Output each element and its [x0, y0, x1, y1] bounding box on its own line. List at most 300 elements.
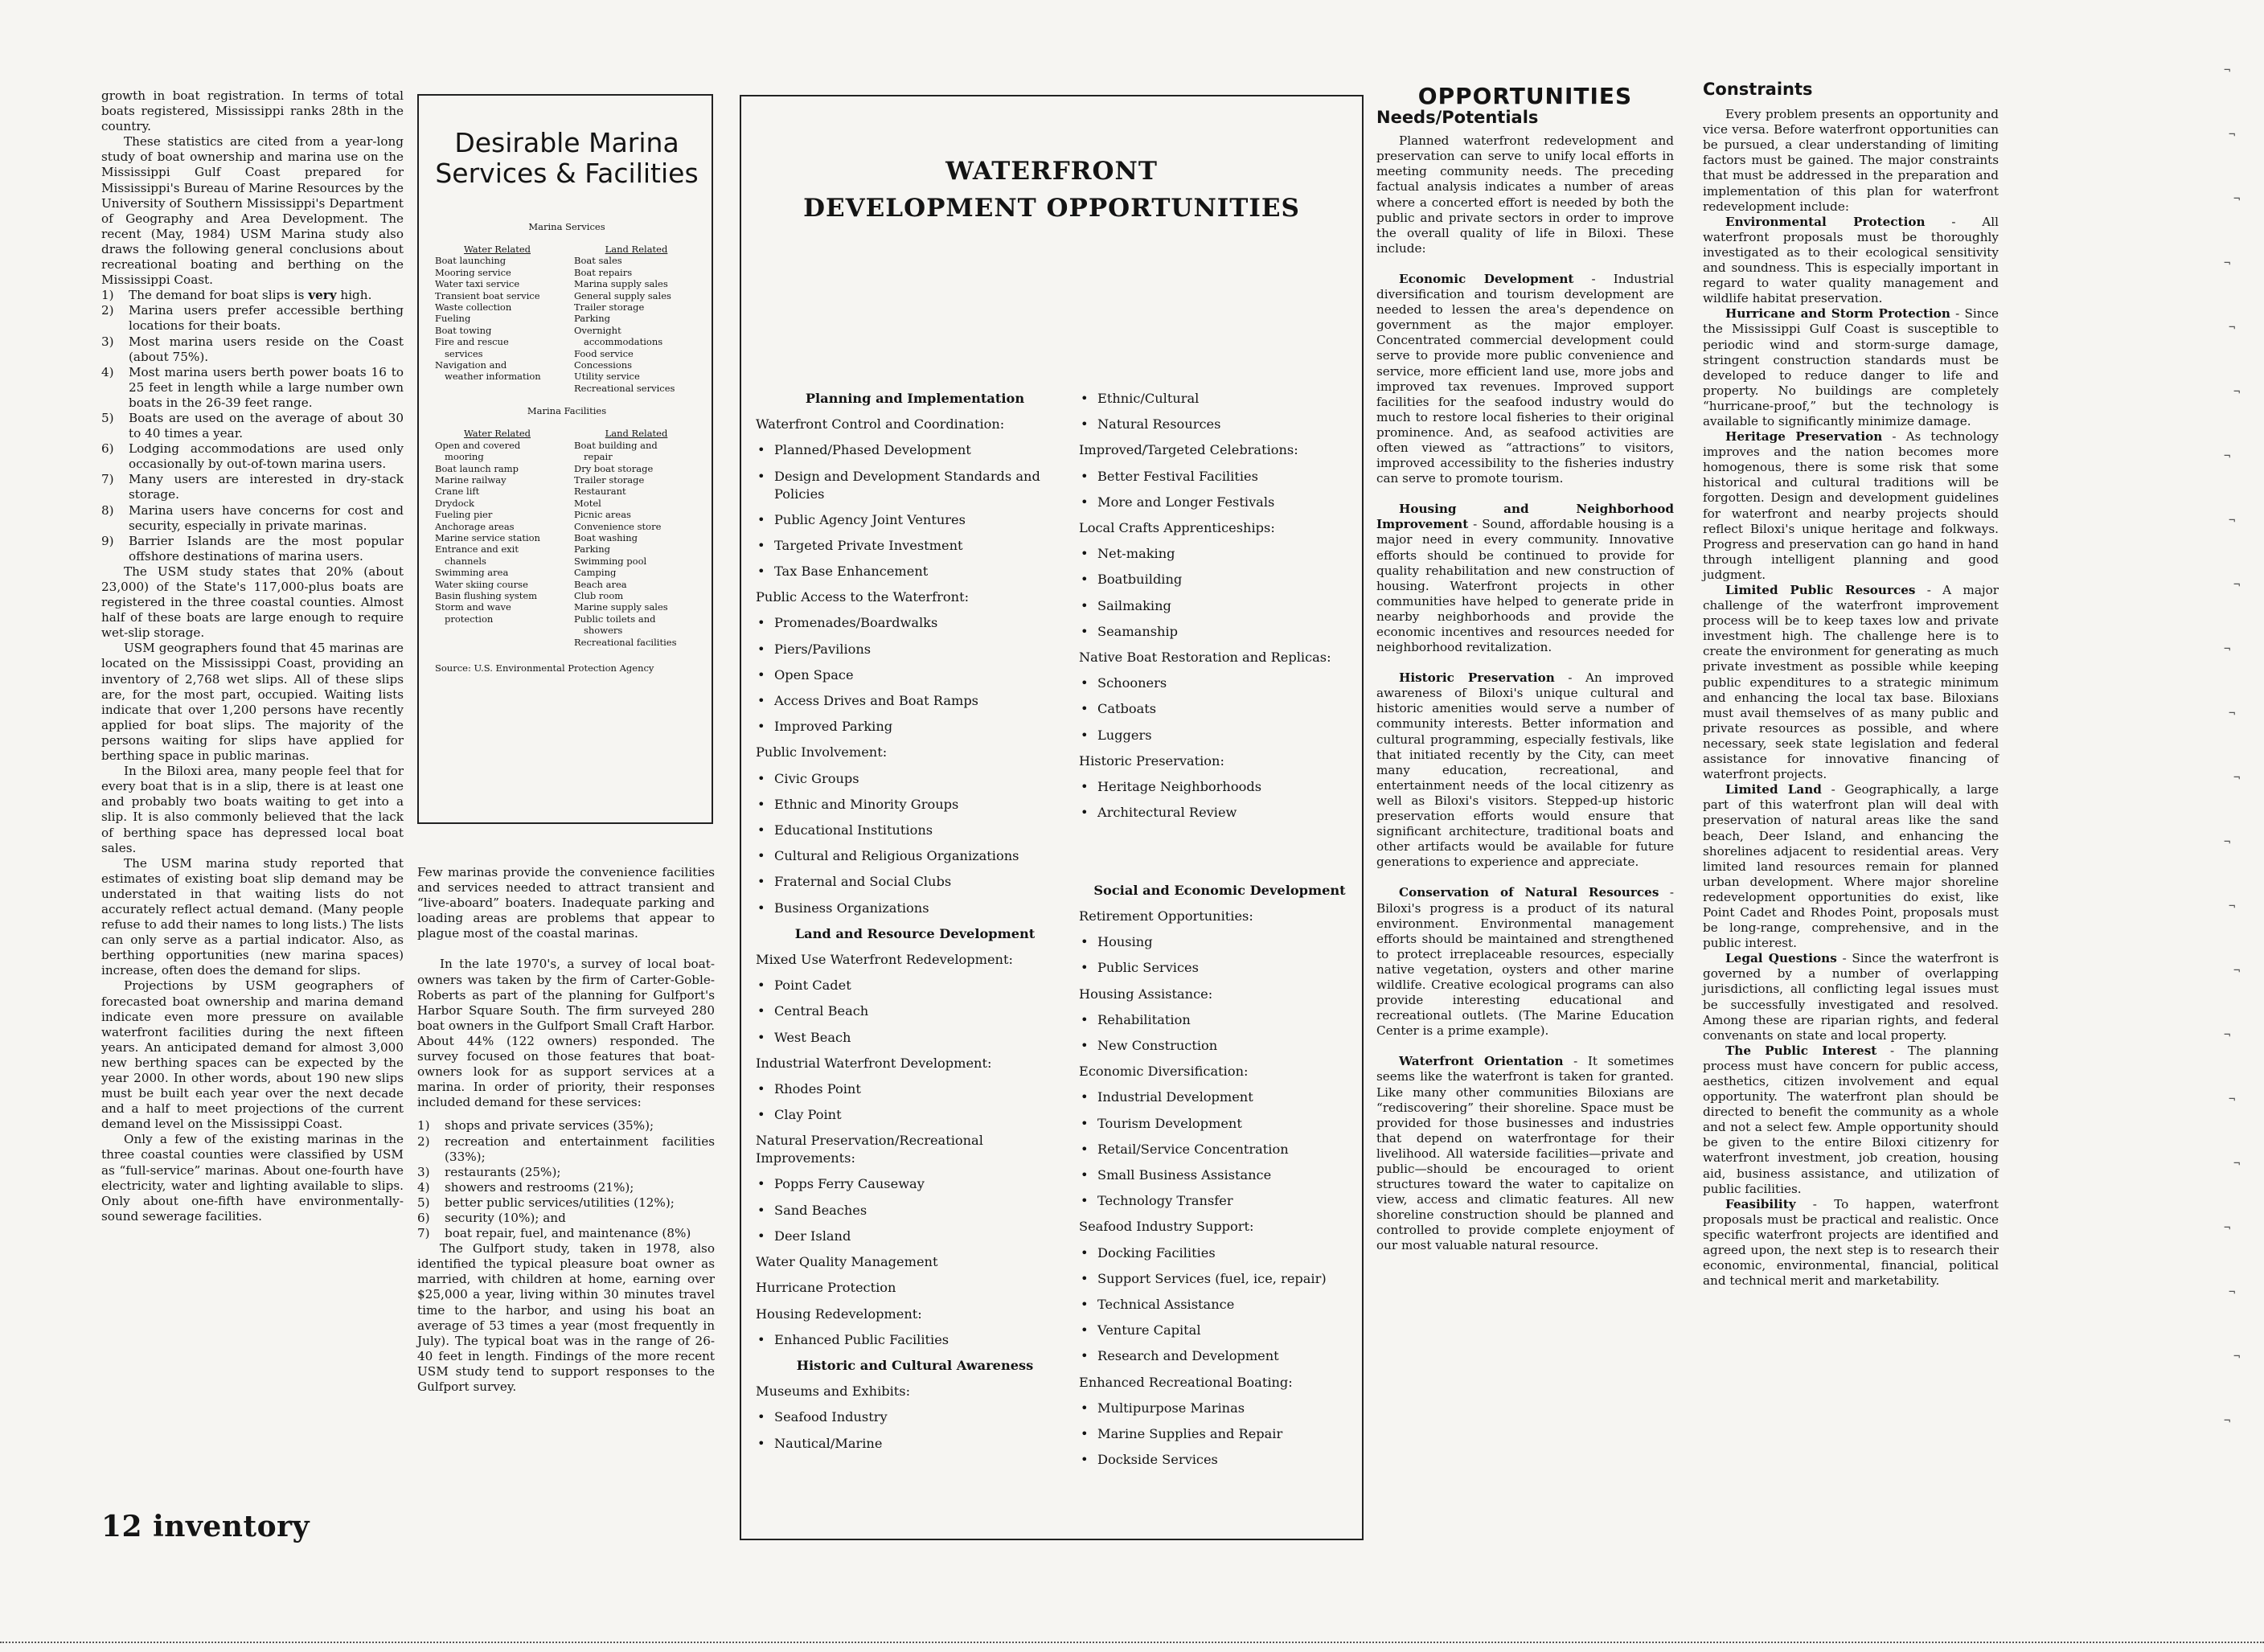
constraint-heading: The Public Interest — [1725, 1043, 1877, 1058]
spacer — [1376, 486, 1674, 502]
bullet-item: • Cultural and Religious Organizations — [756, 843, 1074, 869]
bullet-item: • Ethnic and Minority Groups — [756, 792, 1074, 818]
paragraph: The USM study states that 20% (about 23,000) of the State's 117,000-plus boats are registered in the three coastal counties. Almost half of these boats are large enough to require wet-slip storage. — [101, 564, 404, 641]
opportunity-heading: Housing and Neighborhood Improvement — [1376, 502, 1674, 532]
bullet-item: • More and Longer Festivals — [1079, 490, 1360, 515]
scan-mark: ¬ — [2229, 707, 2236, 720]
service-item: General supply sales — [574, 289, 671, 301]
scan-mark: ¬ — [2233, 193, 2241, 206]
constraint-text: - All waterfront proposals must be thoroughly investigated as to their ecological sensitivity and soundness. This is especially important in regard to water quality management and wildlife habitat preservation. — [1703, 214, 1999, 306]
service-item: Camping — [574, 567, 617, 579]
constraint-paragraph — [1703, 215, 1999, 307]
bullet-item: • Civic Groups — [756, 766, 1074, 792]
service-item: Open and covered — [435, 439, 521, 451]
list-text-emphasis: very — [308, 288, 337, 303]
bullet-item: • Luggers — [1079, 723, 1360, 748]
list-number: 1) — [417, 1118, 430, 1133]
list-text — [129, 441, 404, 472]
service-item: Trailer storage — [574, 473, 645, 486]
scan-mark: ¬ — [2224, 643, 2231, 656]
paragraph: The Gulfport study, taken in 1978, also identified the typical pleasure boat owner as married, with children at home, earning over $25,000 a year, living within 30 minutes travel time to the harbor, and using his boat an average of 53 times a year (most frequently in July). The typical boat was in the range of 26-40 feet in length. Findings of the more recent USM study tend to support responses to the Gulfport survey. — [417, 1241, 715, 1394]
opportunity-text: - Sound, affordable housing is a major need in every community. Innovative efforts should be continued to provide for quality rehabilitation and new construction of housing. Waterfront projects in other communities have helped to generate pride in nearby neighborhoods and provide the economic incentives and resources needed for neighborhood revitalization. — [1376, 517, 1674, 655]
bullet-item: • Docking Facilities — [1079, 1240, 1360, 1266]
section-heading: Social and Economic Development — [1093, 882, 1346, 898]
spacer — [1376, 256, 1674, 272]
facilities-heading: Marina Facilities — [527, 405, 607, 417]
paragraph: These statistics are cited from a year-long study of boat ownership and marina use on the Mississippi Gulf Coast prepared for Mississippi's Bureau of Marine Resources by the University of Southern Mississippi's Department of Geography and Area Development. The recent (May, 1984) USM Marina study also draws the following general conclusions about recreational boating and berthing on the Mississippi Coast. — [101, 134, 404, 288]
scan-mark: ¬ — [2224, 257, 2231, 270]
paragraph: Planned waterfront redevelopment and preservation can serve to unify local efforts in meeting community needs. The preceding factual analysis indicates a number of areas where a concerted effort is needed by both the public and private sectors in order to improve the overall quality of life in Biloxi. These include: — [1376, 133, 1674, 256]
constraint-paragraph — [1703, 951, 1999, 1043]
section-heading: Historic and Cultural Awareness — [796, 1357, 1034, 1373]
scan-mark: ¬ — [2224, 450, 2231, 463]
bullet-item: • Enhanced Public Facilities — [756, 1327, 1074, 1353]
waterfront-title-line1: WATERFRONT — [945, 157, 1158, 186]
list-item — [101, 441, 404, 472]
service-item: Anchorage areas — [435, 520, 515, 532]
service-item: Overnight — [574, 324, 621, 336]
marina-box-title: Desirable Marina Services & Facilities — [435, 127, 699, 189]
service-item: Marine service station — [435, 531, 540, 543]
service-item: Mooring service — [435, 266, 511, 278]
list-item — [417, 1195, 715, 1211]
constraint-paragraph — [1703, 583, 1999, 782]
opportunity-paragraph — [1376, 502, 1674, 655]
list-text-part: Lodging accommodations are used only occasionally by out-of-town marina users. — [129, 441, 404, 472]
list-item — [101, 411, 404, 441]
bullet-item: • Improved Parking — [756, 714, 1074, 740]
opportunities-title: OPPORTUNITIES — [1417, 83, 1633, 109]
constraint-text: - Geographically, a large part of this waterfront plan will deal with preservation of natural areas like the sand beach, Deer Island, and enhancing the shorelines adjacent to residential areas. Very limited land resources remain for planned urban development. Where major shoreline redevelopment opportunities do exist, like Point Cadet and Rhodes Point, proposals must be long-range, comprehensive, and in the public interest. — [1703, 782, 1999, 951]
list-item — [417, 1211, 715, 1226]
services-land-header: Land Related — [605, 244, 668, 255]
service-item: showers — [584, 625, 623, 637]
list-text: shops and private services (35%); — [445, 1118, 654, 1133]
marina-services-box — [417, 94, 713, 824]
bullet-item: • Heritage Neighborhoods — [1079, 774, 1360, 800]
scan-mark: ¬ — [2229, 514, 2236, 527]
service-item: channels — [445, 555, 486, 567]
list-text — [129, 534, 404, 564]
scan-mark: ¬ — [2229, 322, 2236, 334]
list-item — [417, 1165, 715, 1180]
bullet-item: • Tax Base Enhancement — [756, 559, 1074, 584]
opportunity-text: - An improved awareness of Biloxi's unique cultural and historic amenities would serve a number of community interests. Better information and cultural programming, especially festivals, like that initiated recently by the City, can meet many education, recreational, and entertainment needs of the local citizenry as well as Biloxi's visitors. Stepped-up historic preservation efforts would ensure that significant architecture, traditional boats and other artifacts would be available for future generations to experience and appreciate. — [1376, 670, 1674, 870]
bullet-item: • Business Organizations — [756, 896, 1074, 921]
service-item: Trailer storage — [574, 301, 645, 314]
opportunity-text: - Industrial diversification and tourism development are needed to lessen the area's dependence on government as the major employer. Concentrated commercial development could serve to provide more public convenience and service, more efficient land use, more jobs and improved tax revenues. Improved support facilities for the seafood industry would do much to restore local fisheries to their original prominence. And, as seafood activities are often viewed as “attractions” to visitors, improved accessibility to the fisheries industry can serve to promote tourism. — [1376, 271, 1674, 486]
service-item: Recreational services — [574, 382, 675, 394]
bullet-item: • Marine Supplies and Repair — [1079, 1421, 1360, 1447]
service-item: Swimming pool — [574, 555, 647, 567]
list-text: recreation and entertainment facilities (33%); — [445, 1133, 715, 1164]
category-label: Museums and Exhibits: — [756, 1383, 911, 1400]
spacer — [1376, 870, 1674, 885]
bullet-item: • Public Services — [1079, 955, 1360, 981]
service-item: Dry boat storage — [574, 462, 654, 474]
list-item — [417, 1226, 715, 1241]
source-note: Source: U.S. Environmental Protection Agency — [435, 662, 654, 674]
section-heading: Land and Resource Development — [794, 925, 1036, 941]
facilities-water-header: Water Related — [463, 428, 531, 440]
service-item: Boat launch ramp — [435, 462, 519, 474]
page-label: 12 inventory — [101, 1510, 310, 1543]
bullet-item: • Access Drives and Boat Ramps — [756, 688, 1074, 714]
spacer — [1376, 655, 1674, 670]
service-item: Convenience store — [574, 520, 662, 532]
service-item: protection — [445, 613, 494, 625]
services-land-list — [574, 255, 699, 394]
list-text — [129, 303, 404, 334]
service-item: Waste collection — [435, 301, 512, 314]
constraint-text: - Since the waterfront is governed by a number of overlapping jurisdictions, all conflicting legal issues must be successfully investigated and resolved. Among these are riparian rights, and federal convenants on state and local property. — [1703, 951, 1999, 1043]
service-item: Marine railway — [435, 473, 507, 486]
service-item: Recreational facilities — [574, 636, 677, 648]
paragraph: Every problem presents an opportunity and vice versa. Before waterfront opportunities can be pursued, a clear understanding of limiting factors must be gained. The major constraints that must be addressed in the preparation and implementation of this plan for waterfront redevelopment include: — [1703, 107, 1999, 214]
constraint-heading: Legal Questions — [1725, 951, 1837, 966]
bullet-item: • Educational Institutions — [756, 818, 1074, 843]
scan-mark: ¬ — [2224, 64, 2231, 77]
scan-mark: ¬ — [2233, 386, 2241, 399]
list-number: 8) — [101, 502, 114, 518]
list-text — [129, 472, 404, 502]
service-item: Club room — [574, 589, 624, 601]
category-label: Mixed Use Waterfront Redevelopment: — [756, 952, 1013, 968]
scan-mark: ¬ — [2224, 836, 2231, 849]
opportunity-paragraph — [1376, 670, 1674, 870]
services-water-header: Water Related — [463, 244, 531, 255]
service-item: Storm and wave — [435, 601, 511, 613]
category-label: Native Boat Restoration and Replicas: — [1079, 650, 1331, 666]
list-item — [417, 1180, 715, 1195]
constraint-heading: Feasibility — [1725, 1196, 1796, 1211]
paragraph: USM geographers found that 45 marinas are located on the Mississippi Coast, providing an inventory of 2,768 wet slips. All of these slips are, for the most part, occupied. Waiting lists indicate that over 1,200 persons have recently applied for boat slips. The majority of the persons waiting for slips have applied for berthing space in public marinas. — [101, 641, 404, 764]
category-label: Waterfront Control and Coordination: — [756, 416, 1005, 432]
list-item — [101, 288, 404, 303]
list-item — [101, 334, 404, 365]
scan-mark: ¬ — [2233, 579, 2241, 592]
constraint-heading: Heritage Preservation — [1725, 429, 1883, 445]
bullet-item: • Multipurpose Marinas — [1079, 1396, 1360, 1421]
scan-mark: ¬ — [2233, 1158, 2241, 1170]
service-item: Picnic areas — [574, 509, 631, 521]
service-item: Beach area — [574, 578, 627, 590]
service-item: repair — [584, 451, 613, 463]
list-text: showers and restrooms (21%); — [445, 1179, 634, 1195]
bullet-item: • Piers/Pavilions — [756, 637, 1074, 662]
list-number: 7) — [417, 1226, 430, 1241]
facilities-land-list — [574, 440, 699, 648]
bullet-item: • Nautical/Marine — [756, 1431, 1074, 1457]
list-text-part: Most marina users reside on the Coast (about 75%). — [129, 334, 404, 364]
list-number: 2) — [417, 1133, 430, 1149]
service-item: Parking — [574, 543, 610, 555]
list-number: 2) — [101, 303, 114, 318]
list-item — [101, 365, 404, 411]
list-item — [417, 1134, 715, 1165]
list-item — [101, 503, 404, 534]
category-label: Improved/Targeted Celebrations: — [1079, 442, 1298, 458]
service-item: weather information — [445, 371, 541, 383]
list-text-part: Marina users prefer accessible berthing locations for their boats. — [129, 303, 404, 334]
list-text-part: Many users are interested in dry-stack storage. — [129, 472, 404, 502]
service-item: Restaurant — [574, 486, 626, 498]
service-item: Crane lift — [435, 486, 480, 498]
waterfront-title-line2: DEVELOPMENT OPPORTUNITIES — [803, 194, 1300, 223]
service-item: accommodations — [584, 336, 663, 348]
service-item: Boat launching — [435, 255, 507, 267]
service-item: mooring — [445, 451, 484, 463]
paragraph-group — [101, 564, 404, 1224]
bullet-item: • Promenades/Boardwalks — [756, 610, 1074, 636]
bullet-item: • Planned/Phased Development — [756, 437, 1074, 463]
scan-mark: ¬ — [2229, 129, 2236, 141]
opportunity-paragraph — [1376, 272, 1674, 486]
opportunity-heading: Economic Development — [1399, 271, 1574, 286]
list-number: 4) — [101, 364, 114, 379]
category-label: Public Involvement: — [756, 744, 888, 760]
opportunities-items — [1376, 256, 1674, 1254]
spacer — [1079, 852, 1360, 878]
category-label: Retirement Opportunities: — [1079, 908, 1253, 924]
bullet-item: • Venture Capital — [1079, 1318, 1360, 1343]
bullet-item: • Catboats — [1079, 696, 1360, 722]
scan-mark: ¬ — [2233, 965, 2241, 978]
bullet-item: • Housing — [1079, 929, 1360, 955]
list-number: 6) — [101, 441, 114, 457]
bullet-item: • Research and Development — [1079, 1343, 1360, 1369]
constraint-text: - The planning process must have concern for public access, aesthetics, citizen involvement and equal opportunity. The waterfront plan should be directed to benefit the community as a whole and not a select few. Ample opportunity should be given to the entire Biloxi citizenry for waterfront investment, job creation, housing aid, business assistance, and utilization of public facilities. — [1703, 1043, 1999, 1196]
bullet-item: • Industrial Development — [1079, 1084, 1360, 1110]
service-item: Food service — [574, 347, 634, 359]
bullet-item: • Net-making — [1079, 541, 1360, 567]
services-table — [435, 244, 699, 394]
list-text-part: high. — [336, 288, 372, 303]
spacer — [1376, 1039, 1674, 1054]
scan-mark: ¬ — [2224, 1029, 2231, 1042]
service-item: Fueling pier — [435, 509, 493, 521]
opportunity-paragraph — [1376, 885, 1674, 1039]
list-text-part: The demand for boat slips is — [129, 288, 309, 303]
list-item — [417, 1118, 715, 1133]
service-item: Parking — [574, 313, 610, 325]
constraint-text: - As technology improves and the nation becomes more homogenous, there is some risk that some historical and cultural traditions will be forgotten. Design and development guidelines for waterfront and nearby projects should reflect Biloxi's unique heritage and folkways. Progress and preservation can go hand in hand through intelligent planning and good judgment. — [1703, 429, 1999, 582]
scan-mark: ¬ — [2224, 1415, 2231, 1428]
bullet-item: • Technical Assistance — [1079, 1292, 1360, 1318]
waterfront-opportunities-box — [740, 95, 1364, 1540]
paragraph: In the late 1970's, a survey of local boat-owners was taken by the firm of Carter-Goble-Roberts as part of the planning for Gulfport's Harbor Square South. The firm surveyed 280 boat owners in the Gulfport Small Craft Harbor. About 44% (122 owners) responded. The survey focused on those features that boat-owners look for as support services at a marina. In order of priority, their responses included demand for these services: — [417, 957, 715, 1110]
list-text: security (10%); and — [445, 1210, 566, 1225]
list-text-part: Barrier Islands are the most popular offshore destinations of marina users. — [129, 533, 404, 564]
section-heading: Planning and Implementation — [805, 391, 1025, 406]
service-item: Water skiing course — [435, 578, 528, 590]
paragraph: In the Biloxi area, many people feel that for every boat that is in a slip, there is at least one and probably two boats waiting to get into a slip. It is also commonly believed that the lack of berthing space has depressed local boat sales. — [101, 764, 404, 855]
bullet-item: • Sand Beaches — [756, 1198, 1074, 1224]
list-text-part: Marina users have concerns for cost and security, especially in private marinas. — [129, 502, 404, 533]
scan-mark: ¬ — [2229, 1093, 2236, 1106]
bullet-item: • Rhodes Point — [756, 1076, 1074, 1102]
needs-subtitle: Needs/Potentials — [1376, 108, 1539, 128]
list-item — [101, 303, 404, 334]
list-number: 5) — [417, 1195, 430, 1210]
category-label: Natural Preservation/Recreational Improvements: — [756, 1133, 983, 1166]
bullet-item: • Schooners — [1079, 670, 1360, 696]
bullet-item: • Support Services (fuel, ice, repair) — [1079, 1266, 1360, 1292]
spacer — [1079, 826, 1360, 851]
list-number: 3) — [417, 1164, 430, 1179]
service-item: Boat repairs — [574, 266, 633, 278]
bullet-item: • Tourism Development — [1079, 1111, 1360, 1137]
paragraph: Only a few of the existing marinas in the three coastal counties were classified by USM as “full-service” marinas. About one-fourth have electricity, water and lighting available to slips. Only about one-fifth have environmentally-sound sewerage facilities. — [101, 1132, 404, 1224]
list-text-part: Most marina users berth power boats 16 to 25 feet in length while a large number own boats in the 26-39 feet range. — [129, 364, 404, 410]
list-text-part: Boats are used on the average of about 30 to 40 times a year. — [129, 410, 404, 441]
list-number: 3) — [101, 334, 114, 349]
category-label: Hurricane Protection — [756, 1280, 896, 1296]
waterfront-left-column — [756, 386, 1074, 1457]
service-item: services — [445, 347, 483, 359]
service-item: Drydock — [435, 497, 474, 509]
constraint-heading: Limited Public Resources — [1725, 583, 1916, 597]
list-item — [101, 534, 404, 564]
service-item: Boat washing — [574, 531, 638, 543]
service-item: Basin flushing system — [435, 589, 538, 601]
opportunity-paragraph — [1376, 1054, 1674, 1253]
bullet-item: • New Construction — [1079, 1033, 1360, 1059]
constraint-heading: Hurricane and Storm Protection — [1725, 306, 1950, 322]
list-text: restaurants (25%); — [445, 1164, 561, 1179]
service-item: Utility service — [574, 371, 640, 383]
category-label: Industrial Waterfront Development: — [756, 1055, 992, 1071]
service-item: Fueling — [435, 313, 471, 325]
list-number: 9) — [101, 533, 114, 548]
category-label: Historic Preservation: — [1079, 752, 1224, 769]
bullet-item: • Architectural Review — [1079, 800, 1360, 826]
column-1 — [101, 88, 404, 1224]
service-item: Public toilets and — [574, 613, 656, 625]
scan-mark: ¬ — [2233, 1351, 2241, 1363]
bullet-item: • Fraternal and Social Clubs — [756, 869, 1074, 895]
opportunities-column — [1376, 83, 1675, 1254]
bullet-item: • Seamanship — [1079, 619, 1360, 645]
list-text — [129, 365, 404, 411]
service-item: Transient boat service — [435, 289, 540, 301]
constraint-paragraph — [1703, 306, 1999, 429]
service-item: Swimming area — [435, 567, 509, 579]
constraints-title: Constraints — [1703, 80, 1813, 99]
constraint-text: - To happen, waterfront proposals must be practical and realistic. Once specific waterfront projects are identified and agreed upon, the next step is to research their economic, environmental, financial, political and technical merit and marketability. — [1703, 1196, 1999, 1289]
constraints-items — [1703, 215, 1999, 1289]
category-label: Economic Diversification: — [1079, 1064, 1249, 1080]
opportunity-text: - Biloxi's progress is a product of its natural environment. Environmental management efforts should be maintained and strengthened to protect irreplaceable resources, especially native vegetation, oysters and other marine wildlife. Creative ecological programs can also provide interesting educational and recreational outlets. (The Marine Education Center is a prime example). — [1376, 885, 1675, 1039]
service-item: Fire and rescue — [435, 336, 509, 348]
waterfront-title — [741, 153, 1362, 227]
category-label: Housing Assistance: — [1079, 986, 1213, 1002]
survey-list — [417, 1118, 715, 1241]
list-number: 6) — [417, 1210, 430, 1225]
category-label: Enhanced Recreational Boating: — [1079, 1374, 1293, 1390]
service-item: Entrance and exit — [435, 543, 519, 555]
category-label: Public Access to the Waterfront: — [756, 589, 970, 605]
constraint-heading: Limited Land — [1725, 782, 1822, 797]
constraints-column — [1703, 82, 1999, 1289]
bullet-item: • Open Space — [756, 662, 1074, 688]
list-number: 1) — [101, 288, 114, 303]
category-label: Seafood Industry Support: — [1079, 1219, 1254, 1235]
bullet-item: • Small Business Assistance — [1079, 1162, 1360, 1188]
list-text — [129, 503, 404, 534]
constraint-paragraph — [1703, 1043, 1999, 1197]
column-2 — [417, 865, 715, 1395]
paragraph: The USM marina study reported that estimates of existing boat slip demand may be understated in that waiting lists do not accurately reflect actual demand. (Many people refuse to add their names to long lists.) The lists can only serve as a partial indicator. Also, as berthing opportunities (new marina spaces) increase, often does the demand for slips. — [101, 855, 404, 978]
conclusions-list — [101, 288, 404, 564]
constraint-paragraph — [1703, 782, 1999, 951]
list-text — [129, 288, 371, 303]
list-text — [129, 411, 404, 441]
bullet-item: • Natural Resources — [1079, 412, 1360, 437]
list-number: 7) — [101, 472, 114, 487]
bullet-item: • Retail/Service Concentration — [1079, 1137, 1360, 1162]
opportunity-heading: Historic Preservation — [1399, 670, 1555, 686]
category-label: Local Crafts Apprenticeships: — [1079, 520, 1275, 536]
scan-mark: ¬ — [2229, 1286, 2236, 1299]
facilities-table — [435, 428, 699, 648]
bullet-item: • Central Beach — [756, 998, 1074, 1024]
list-item — [101, 472, 404, 502]
list-number: 4) — [417, 1179, 430, 1195]
bullet-item: • Rehabilitation — [1079, 1007, 1360, 1033]
opportunity-heading: Waterfront Orientation — [1399, 1054, 1564, 1069]
category-label: Housing Redevelopment: — [756, 1306, 922, 1322]
bullet-item: • Point Cadet — [756, 973, 1074, 998]
paragraph: Few marinas provide the convenience facilities and services needed to attract transient and “live-aboard” boaters. Inadequate parking and loading areas are problems that appear to plague most of the coastal marinas. — [417, 865, 715, 941]
bullet-item: • Ethnic/Cultural — [1079, 386, 1360, 412]
bullet-item: • Popps Ferry Causeway — [756, 1171, 1074, 1197]
scan-mark: ¬ — [2224, 1222, 2231, 1235]
service-item: Marine supply sales — [574, 601, 668, 613]
bullet-item: • Boatbuilding — [1079, 567, 1360, 592]
category-label: Water Quality Management — [756, 1254, 938, 1270]
constraint-paragraph — [1703, 429, 1999, 583]
opportunity-text: - It sometimes seems like the waterfront is taken for granted. Like many other communities Biloxians are “rediscovering” their shoreline. Space must be provided for those businesses and industries that depend on waterfrontage for their livelihood. All waterside facilities—private and public—should be encouraged to orient structures toward the water to capitalize on view, access and climatic features. All new shoreline construction should be planned and controlled to provide complete enjoyment of our most valuable natural resource. — [1376, 1054, 1674, 1253]
opportunity-heading: Conservation of Natural Resources — [1399, 885, 1659, 900]
facilities-land-header: Land Related — [605, 428, 668, 440]
service-item: Boat building and — [574, 439, 658, 451]
service-item: Navigation and — [435, 359, 507, 371]
bullet-item: • West Beach — [756, 1025, 1074, 1051]
bullet-item: • Technology Transfer — [1079, 1188, 1360, 1214]
list-text: boat repair, fuel, and maintenance (8%) — [445, 1226, 691, 1241]
bullet-item: • Deer Island — [756, 1224, 1074, 1249]
list-text — [129, 334, 404, 365]
paragraph: Projections by USM geographers of forecasted boat ownership and marina demand indicate even more pressure on available waterfront facilities during the next fifteen years. An anticipated demand for almost 3,000 new berthing spaces can be expected by the year 2000. In other words, about 190 new slips must be built each year over the next decade and a half to meet projections of the current demand level on the Mississippi Coast. — [101, 978, 404, 1132]
bullet-item: • Design and Development Standards and Policies — [756, 464, 1074, 507]
scan-mark: ¬ — [2229, 900, 2236, 913]
bullet-item: • Better Festival Facilities — [1079, 464, 1360, 490]
scan-margin-marks — [2192, 0, 2264, 1652]
service-item: Boat sales — [574, 255, 622, 267]
service-item: Marina supply sales — [574, 278, 668, 290]
service-item: Water taxi service — [435, 278, 520, 290]
list-text: better public services/utilities (12%); — [445, 1195, 675, 1210]
services-heading: Marina Services — [528, 221, 605, 232]
waterfront-right-column — [1079, 386, 1360, 1474]
services-water-list — [435, 255, 560, 394]
bullet-item: • Seafood Industry — [756, 1404, 1074, 1430]
paragraph: growth in boat registration. In terms of total boats registered, Mississippi ranks 28th in the country. — [101, 88, 404, 134]
bullet-item: • Public Agency Joint Ventures — [756, 507, 1074, 533]
constraint-text: - A major challenge of the waterfront improvement process will be to keep taxes low and private investment high. The challenge here is to create the environment for generating as much private investment as possible while keeping public expenditures to a strategic minimum and enhancing the local tax base. Biloxians must avail themselves of as many public and private resources as possible, and where necessary, seek state legislation and federal assistance for innovative financing of waterfront projects. — [1703, 583, 1999, 782]
bullet-item: • Targeted Private Investment — [756, 533, 1074, 559]
